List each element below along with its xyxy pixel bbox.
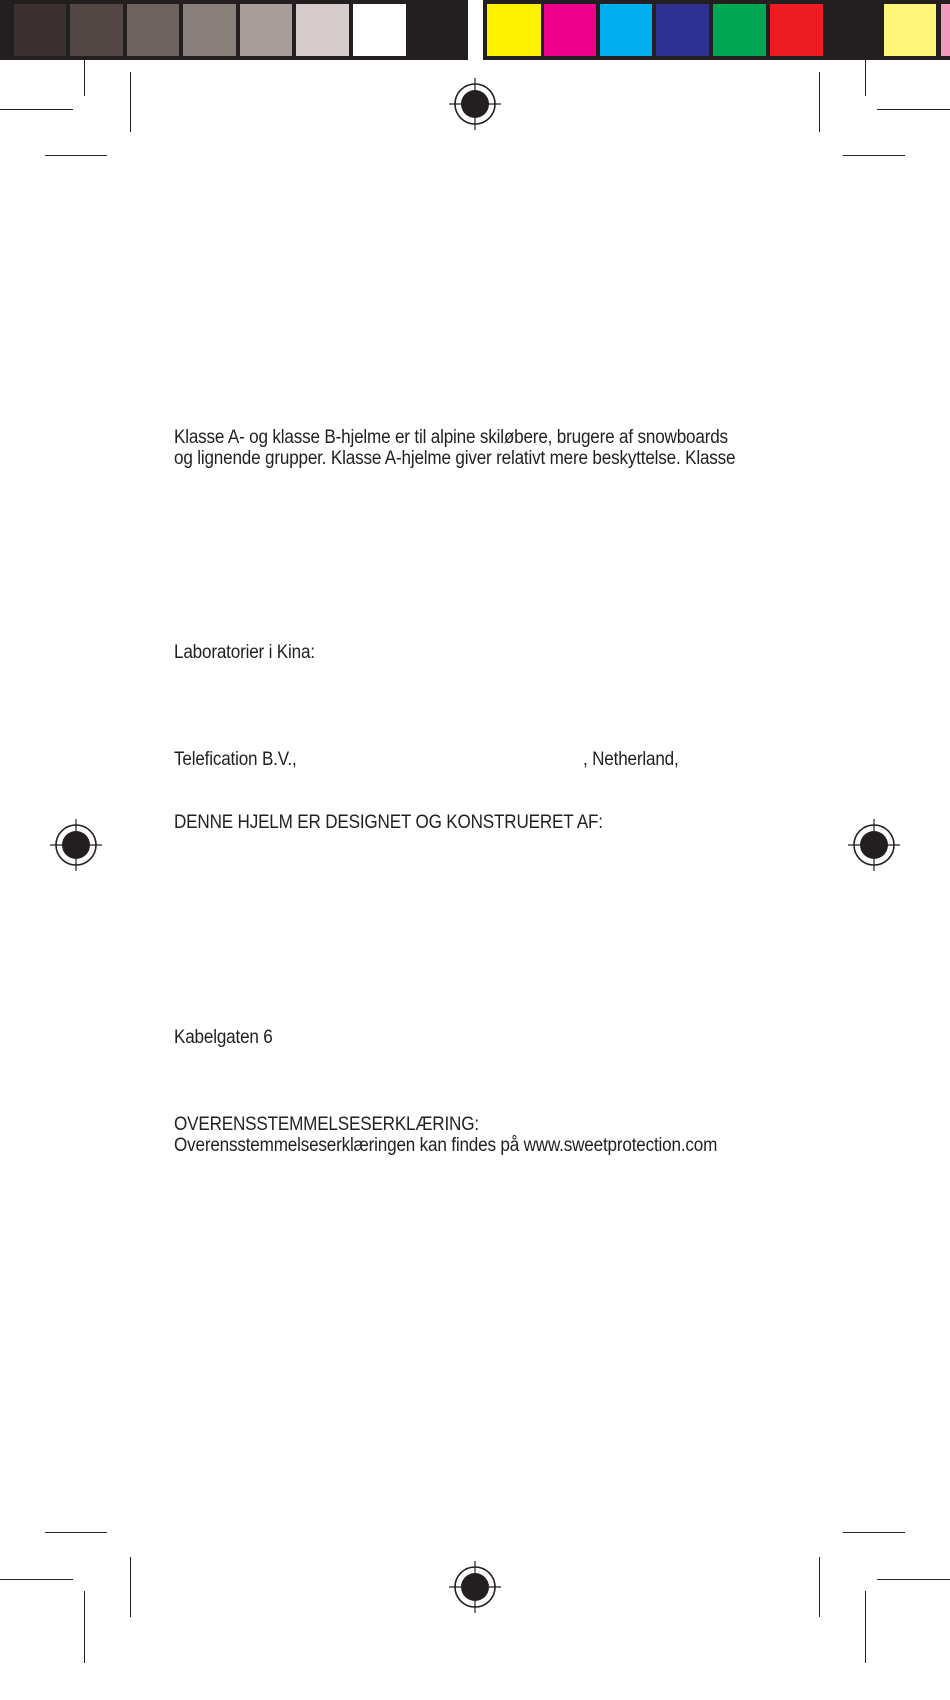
crop-mark xyxy=(843,1532,905,1533)
color-swatch xyxy=(656,4,709,56)
crop-mark xyxy=(0,109,73,110)
registration-mark-icon xyxy=(848,819,900,871)
color-swatch xyxy=(544,4,596,56)
crop-mark xyxy=(84,1591,85,1663)
color-swatch xyxy=(826,4,879,56)
color-swatch xyxy=(884,4,936,56)
crop-mark xyxy=(130,72,131,132)
crop-mark xyxy=(819,72,820,132)
color-calibration-bar xyxy=(0,0,950,60)
crop-mark xyxy=(843,155,905,156)
crop-mark xyxy=(130,1557,131,1617)
color-swatch xyxy=(487,4,541,56)
color-swatch xyxy=(770,4,823,56)
crop-mark xyxy=(819,1557,820,1617)
color-swatch xyxy=(70,4,123,56)
color-swatch xyxy=(240,4,292,56)
helmet-classes-line-2: og lignende grupper. Klasse A-hjelme giver relativt mere beskyttelse. Klasse xyxy=(174,448,736,469)
crop-mark xyxy=(865,1591,866,1663)
address-line: Kabelgaten 6 xyxy=(174,1027,273,1048)
crop-mark xyxy=(877,109,950,110)
registration-mark-icon xyxy=(449,78,501,130)
color-swatch xyxy=(14,4,66,56)
labs-label: Laboratorier i Kina: xyxy=(174,642,315,663)
helmet-classes-line-1: Klasse A- og klasse B-hjelme er til alpine skiløbere, brugere af snowboards xyxy=(174,427,728,448)
crop-mark xyxy=(865,60,866,96)
conformity-text: Overensstemmelseserklæringen kan findes på www.sweetprotection.com xyxy=(174,1135,718,1156)
color-swatch xyxy=(0,4,10,56)
crop-mark xyxy=(877,1579,950,1580)
color-swatch xyxy=(127,4,179,56)
crop-mark xyxy=(84,60,85,96)
designer-heading: DENNE HJELM ER DESIGNET OG KONSTRUERET AF: xyxy=(174,812,603,833)
color-swatch xyxy=(713,4,766,56)
color-swatch xyxy=(941,4,950,56)
notified-body-country: , Netherland, xyxy=(583,749,679,770)
color-swatch xyxy=(296,4,349,56)
crop-mark xyxy=(45,1532,107,1533)
crop-mark xyxy=(45,155,107,156)
color-swatch xyxy=(183,4,236,56)
crop-mark xyxy=(0,1579,73,1580)
color-bar-separator xyxy=(468,0,483,60)
color-swatch xyxy=(600,4,652,56)
registration-mark-icon xyxy=(50,819,102,871)
notified-body-name: Telefication B.V., xyxy=(174,749,297,770)
conformity-heading: OVERENSSTEMMELSESERKLÆRING: xyxy=(174,1114,479,1135)
registration-mark-icon xyxy=(449,1561,501,1613)
color-swatch xyxy=(353,4,406,56)
